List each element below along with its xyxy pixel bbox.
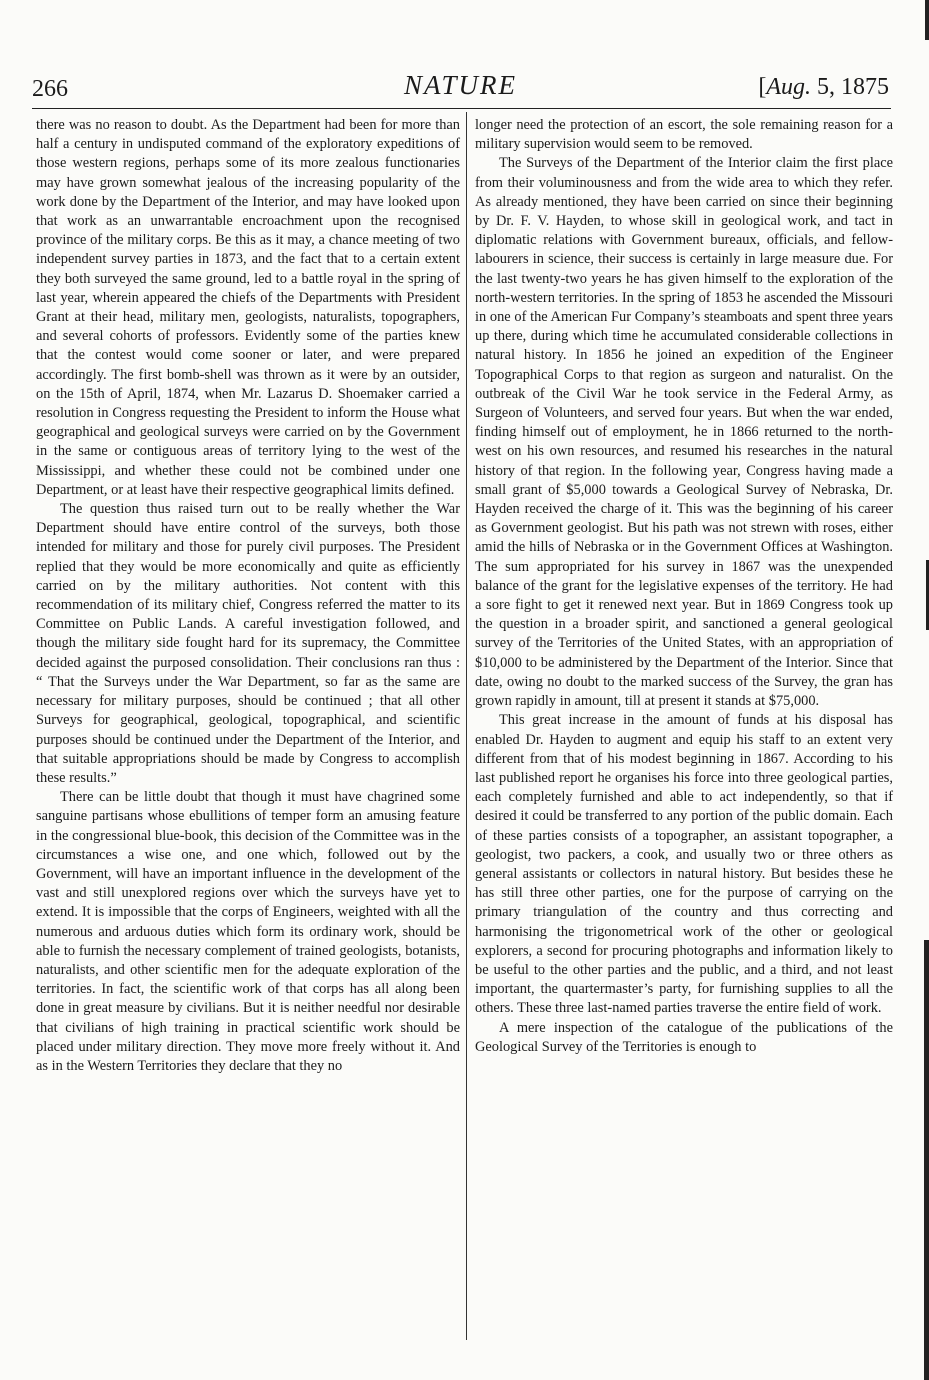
issue-date [758,74,889,101]
paragraph: This great increase in the amount of funds at his disposal has enabled Dr. Hayden to augment and equip his staff to an extent very different from that of his modest beginning in 1867. According to his last published report he organises his force into three geological parties, each completely furnished and able to act independently, so that if desired it could be transferred to any portion of the public domain. Each of these parties consists of a topographer, an assistant topographer, a geologist, two packers, a cook, and usually two or three others as general assistants or collectors in natural history. But besides these he has still three other parties, one for the purpose of carrying on the primary triangulation of the country and thus correcting and harmonising the trigonometrical work of the other or geological explorers, a second for procuring photographs and information likely to be useful to the other parties and the public, and a third, and not least important, the quartermaster’s party, for furnishing supplies to all the others. These three last-named parties traverse the entire field of work. [475,712,893,1017]
date-bracket: [ [758,74,767,100]
paragraph: A mere inspection of the catalogue of the publications of the Geological Survey of the Territories is enough to [475,1019,893,1055]
paragraph: The question thus raised turn out to be really whether the War Department should have entire control of the surveys, both those intended for military and those for purely civil purposes. The President replied that they would be more economically and quite as efficiently carried on by the military authorities. Not content with this recommendation of its military chief, Congress referred the matter to its Committee on Public Lands. A careful investigation followed, and though the military side fought hard for its supremacy, the Committee decided against the purposed consolidation. Their conclusions ran thus : “ That the Surveys under the War Department, so far as the same are necessary for military purposes, should be continued ; that all other Surveys for geographical, geological, topographical, and scientific purposes should be continued under the Department of the Interior, and that suitable appropriations should be made by Congress to accomplish these results.” [36,501,460,786]
column-divider [466,112,467,1340]
page-edge-mark [924,940,929,1380]
right-column [475,116,893,1057]
paragraph: The Surveys of the Department of the Interior claim the first place from their voluminousness and from the wide area to which they refer. As already mentioned, they have been carried on since their beginning by Dr. F. V. Hayden, to whose skill in geological work, and tact in diplomatic relations with Government bureaux, officials, and fellow-labourers in science, their success is certainly in large measure due. For the last twenty-two years he has given himself to the exploration of the north-western territories. In the spring of 1853 he ascended the Missouri in one of the American Fur Company’s steamboats and spent three years up there, during which time he accumulated considerable collections in natural history. In 1856 he joined an expedition of the Engineer Topographical Corps to that region as surgeon and naturalist. On the outbreak of the Civil War he took service in the Federal Army, as Surgeon of Volunteers, and served four years. But when the war ended, finding himself out of employment, he in 1866 returned to the north-west on his own resources, and resumed his researches in the natural history of that region. In the following year, Congress having made a small grant of $5,000 towards a Geological Survey of Nebraska, Dr. Hayden received the charge of it. This was the beginning of his career as Government geologist. But his path was not strewn with roses, either amid the hills of Nebraska or in the Government Offices at Washington. The sum appropriated for his survey in 1867 was the unexpended balance of the grant for the legislative expenses of the territory. He had a sore fight to get it renewed next year. But in 1869 Congress took up the question in a broader spirit, and sanctioned a general geological survey of the Territories of the United States, with an appropriation of $10,000 to be administered by the Department of the Interior. Since that date, owing no doubt to the marked success of the Survey, the gran has grown rapidly in amount, till at present it stands at $75,000. [475,155,893,710]
date-month: Aug. [766,74,811,100]
journal-title: NATURE [404,70,517,100]
running-header [32,66,889,106]
date-rest: 5, 1875 [811,74,889,100]
header-rule [32,108,891,109]
page-number: 266 [32,76,68,102]
page-edge-mark [925,0,929,40]
paragraph: there was no reason to doubt. As the Department had been for more than half a century in undisputed command of the exploratory expeditions of those western regions, perhaps some of its more zealous functionaries may have grown somewhat jealous of the increasing popularity of the work done by the Department of the Interior, and may have looked upon that work as an unwarrantable encroachment upon the recognised province of the military corps. Be this as it may, a chance meeting of two independent survey parties in 1873, and the fact that to a certain extent they both surveyed the same ground, led to a battle royal in the spring of last year, wherein appeared the chiefs of the Departments with President Grant at their head, military men, geologists, naturalists, topographers, and several cohorts of professors. Evidently some of the parties knew that the contest would come sooner or later, and were prepared accordingly. The first bomb-shell was thrown as it were by an outsider, on the 15th of April, 1874, when Mr. Lazarus D. Shoemaker carried a resolution in Congress requesting the President to inform the House what geographical and geological surveys were carried on by the Government in the same or contiguous areas of territory lying to the west of the Mississippi, and whether these could not be combined under one Department, or at least have their respective geographical limits defined. [36,117,460,498]
paragraph: longer need the protection of an escort, the sole remaining reason for a military supervision would seem to be removed. [475,117,893,153]
paragraph: There can be little doubt that though it must have chagrined some sanguine partisans whose ebullitions of temper form an amusing feature in the congressional blue-book, this decision of the Committee was in the circumstances a wise one, and one which, followed out by the Government, will have an important influence in the development of the vast and still unexplored regions over which the surveys have yet to extend. It is impossible that the corps of Engineers, weighted with all the numerous and arduous duties which form its ordinary work, should be able to furnish the necessary complement of trained geologists, botanists, naturalists, and other scientific men for the adequate exploration of the territories. In fact, the scientific work of that corps has all along been done in great measure by civilians. But it is neither needful nor desirable that civilians of high training in practical scientific work should be placed under military direction. They move more freely without it. And as in the Western Territories they declare that they no [36,789,460,1074]
left-column [36,116,460,1076]
